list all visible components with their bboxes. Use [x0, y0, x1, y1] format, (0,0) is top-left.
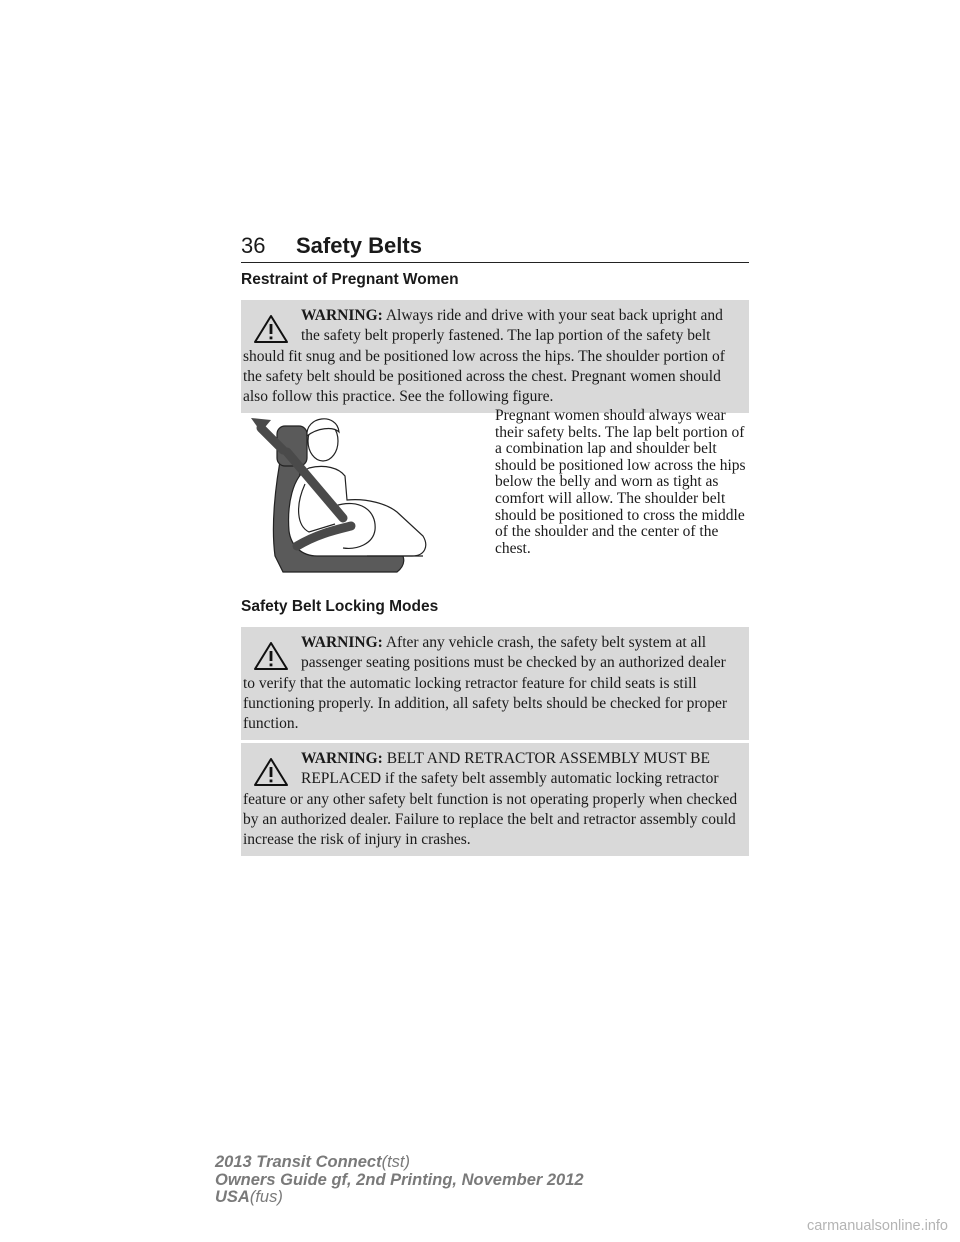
footer-model: 2013 Transit Connect: [215, 1153, 382, 1171]
warning-triangle-icon: [253, 314, 289, 344]
warning-label: WARNING:: [301, 634, 383, 651]
warning-box-2: [241, 627, 749, 740]
document-footer: [215, 1154, 584, 1207]
section-title-pregnant: Restraint of Pregnant Women: [241, 271, 459, 288]
warning-triangle-icon: [253, 641, 289, 671]
warning-text: Always ride and drive with your seat back upright and the safety belt properly fastened. The lap portion of the safety belt should fit snug and be positioned low across the hips. The shoulder portion of the safety belt should be positioned across the chest. Pregnant women should also follow this practice. See the following figure.: [243, 307, 725, 406]
warning-label: WARNING:: [301, 307, 383, 324]
warning-text: BELT AND RETRACTOR ASSEMBLY MUST BE REPLACED if the safety belt assembly automatic locking retractor feature or any other safety belt function is not operating properly when checked by an authorized dealer. Failure to replace the belt and retractor assembly could increase the risk of injury in crashes.: [243, 750, 738, 849]
section-title-locking: Safety Belt Locking Modes: [241, 598, 439, 615]
warning-text: After any vehicle crash, the safety belt system at all passenger seating positions must be checked by an authorized dealer to verify that the automatic locking retractor feature for child seats is still functioning properly. In addition, all safety belts should be checked for proper function.: [243, 634, 728, 733]
warning-box-1: [241, 300, 749, 413]
footer-region-code: (fus): [249, 1188, 283, 1206]
figure-caption: Pregnant women should always wear their safety belts. The lap belt portion of a combination lap and shoulder belt should be positioned low across the hips below the belly and worn as tight as comfort will allow. The shoulder belt should be positioned to cross the middle of the shoulder and the center of the chest.: [495, 407, 746, 557]
page-header: [241, 232, 749, 263]
watermark: carmanualsonline.info: [806, 1218, 948, 1234]
page-number: 36: [241, 233, 266, 258]
footer-region: USA: [215, 1188, 250, 1206]
warning-box-3: [241, 743, 749, 856]
footer-model-code: (tst): [381, 1153, 411, 1171]
pregnant-woman-seatbelt-illustration: [247, 406, 435, 578]
footer-printing: Owners Guide gf, 2nd Printing, November 2012: [215, 1170, 584, 1189]
warning-label: WARNING:: [301, 750, 383, 767]
chapter-title: Safety Belts: [296, 233, 422, 258]
warning-triangle-icon: [253, 757, 289, 787]
